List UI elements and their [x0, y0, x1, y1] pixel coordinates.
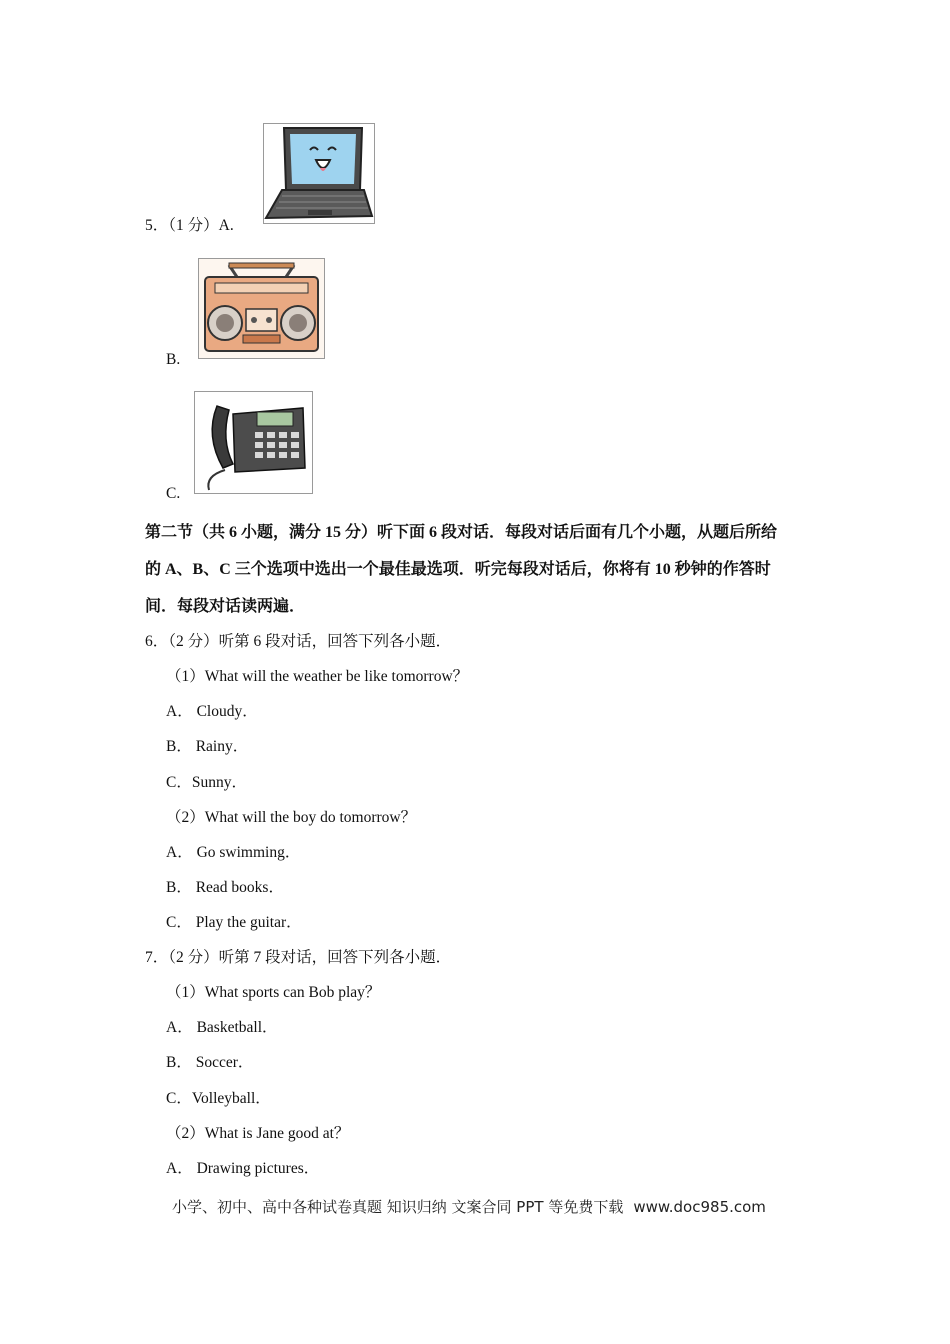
q6-sub1-option-b: B． Rainy． [166, 738, 249, 755]
radio-picture [198, 258, 325, 359]
q7-sub1-question: （1）What sports can Bob play？ [166, 984, 381, 1001]
q6-sub1-option-a: A． Cloudy． [166, 703, 258, 720]
q6-sub1-question: （1）What will the weather be like tomorrow？ [166, 668, 469, 685]
telephone-picture [194, 391, 313, 494]
q7-sub2-question: （2）What is Jane good at？ [166, 1125, 350, 1142]
footer-text: 小学、初中、高中各种试卷真题 知识归纳 文案合同 PPT 等免费下载 [172, 1198, 624, 1216]
q7-sub2-option-a: A． Drawing pictures． [166, 1160, 320, 1177]
q7-sub1-option-a: A． Basketball． [166, 1019, 278, 1036]
section2-instruction-line3: 间．每段对话读两遍． [145, 598, 306, 615]
section2-instruction-line2: 的 A、B、C 三个选项中选出一个最佳最选项．听完每段对话后，你将有 10 秒钟的作答时 [145, 561, 771, 578]
footer-url-link[interactable]: www.doc985.com [633, 1198, 766, 1216]
q7-sub1-option-c: C．Volleyball． [166, 1090, 271, 1107]
page-footer [172, 1196, 766, 1217]
q6-sub2-option-b: B． Read books． [166, 879, 284, 896]
q6-sub1-option-c: C．Sunny． [166, 774, 247, 791]
q6-sub2-question: （2）What will the boy do tomorrow？ [166, 809, 417, 826]
q7-stem: 7．（2 分）听第 7 段对话，回答下列各小题． [145, 949, 452, 966]
q6-sub2-option-c: C． Play the guitar． [166, 914, 302, 931]
q7-sub1-option-b: B． Soccer． [166, 1054, 254, 1071]
q6-sub2-option-a: A． Go swimming． [166, 844, 301, 861]
q5-option-c: C. [166, 485, 181, 502]
laptop-picture [263, 123, 375, 224]
section2-instruction-line1: 第二节（共 6 小题，满分 15 分）听下面 6 段对话．每段对话后面有几个小题，从题后所给 [145, 524, 778, 541]
q5-stem: 5．（1 分）A. [145, 217, 234, 234]
q5-option-b: B. [166, 351, 181, 368]
q6-stem: 6．（2 分）听第 6 段对话，回答下列各小题． [145, 633, 452, 650]
